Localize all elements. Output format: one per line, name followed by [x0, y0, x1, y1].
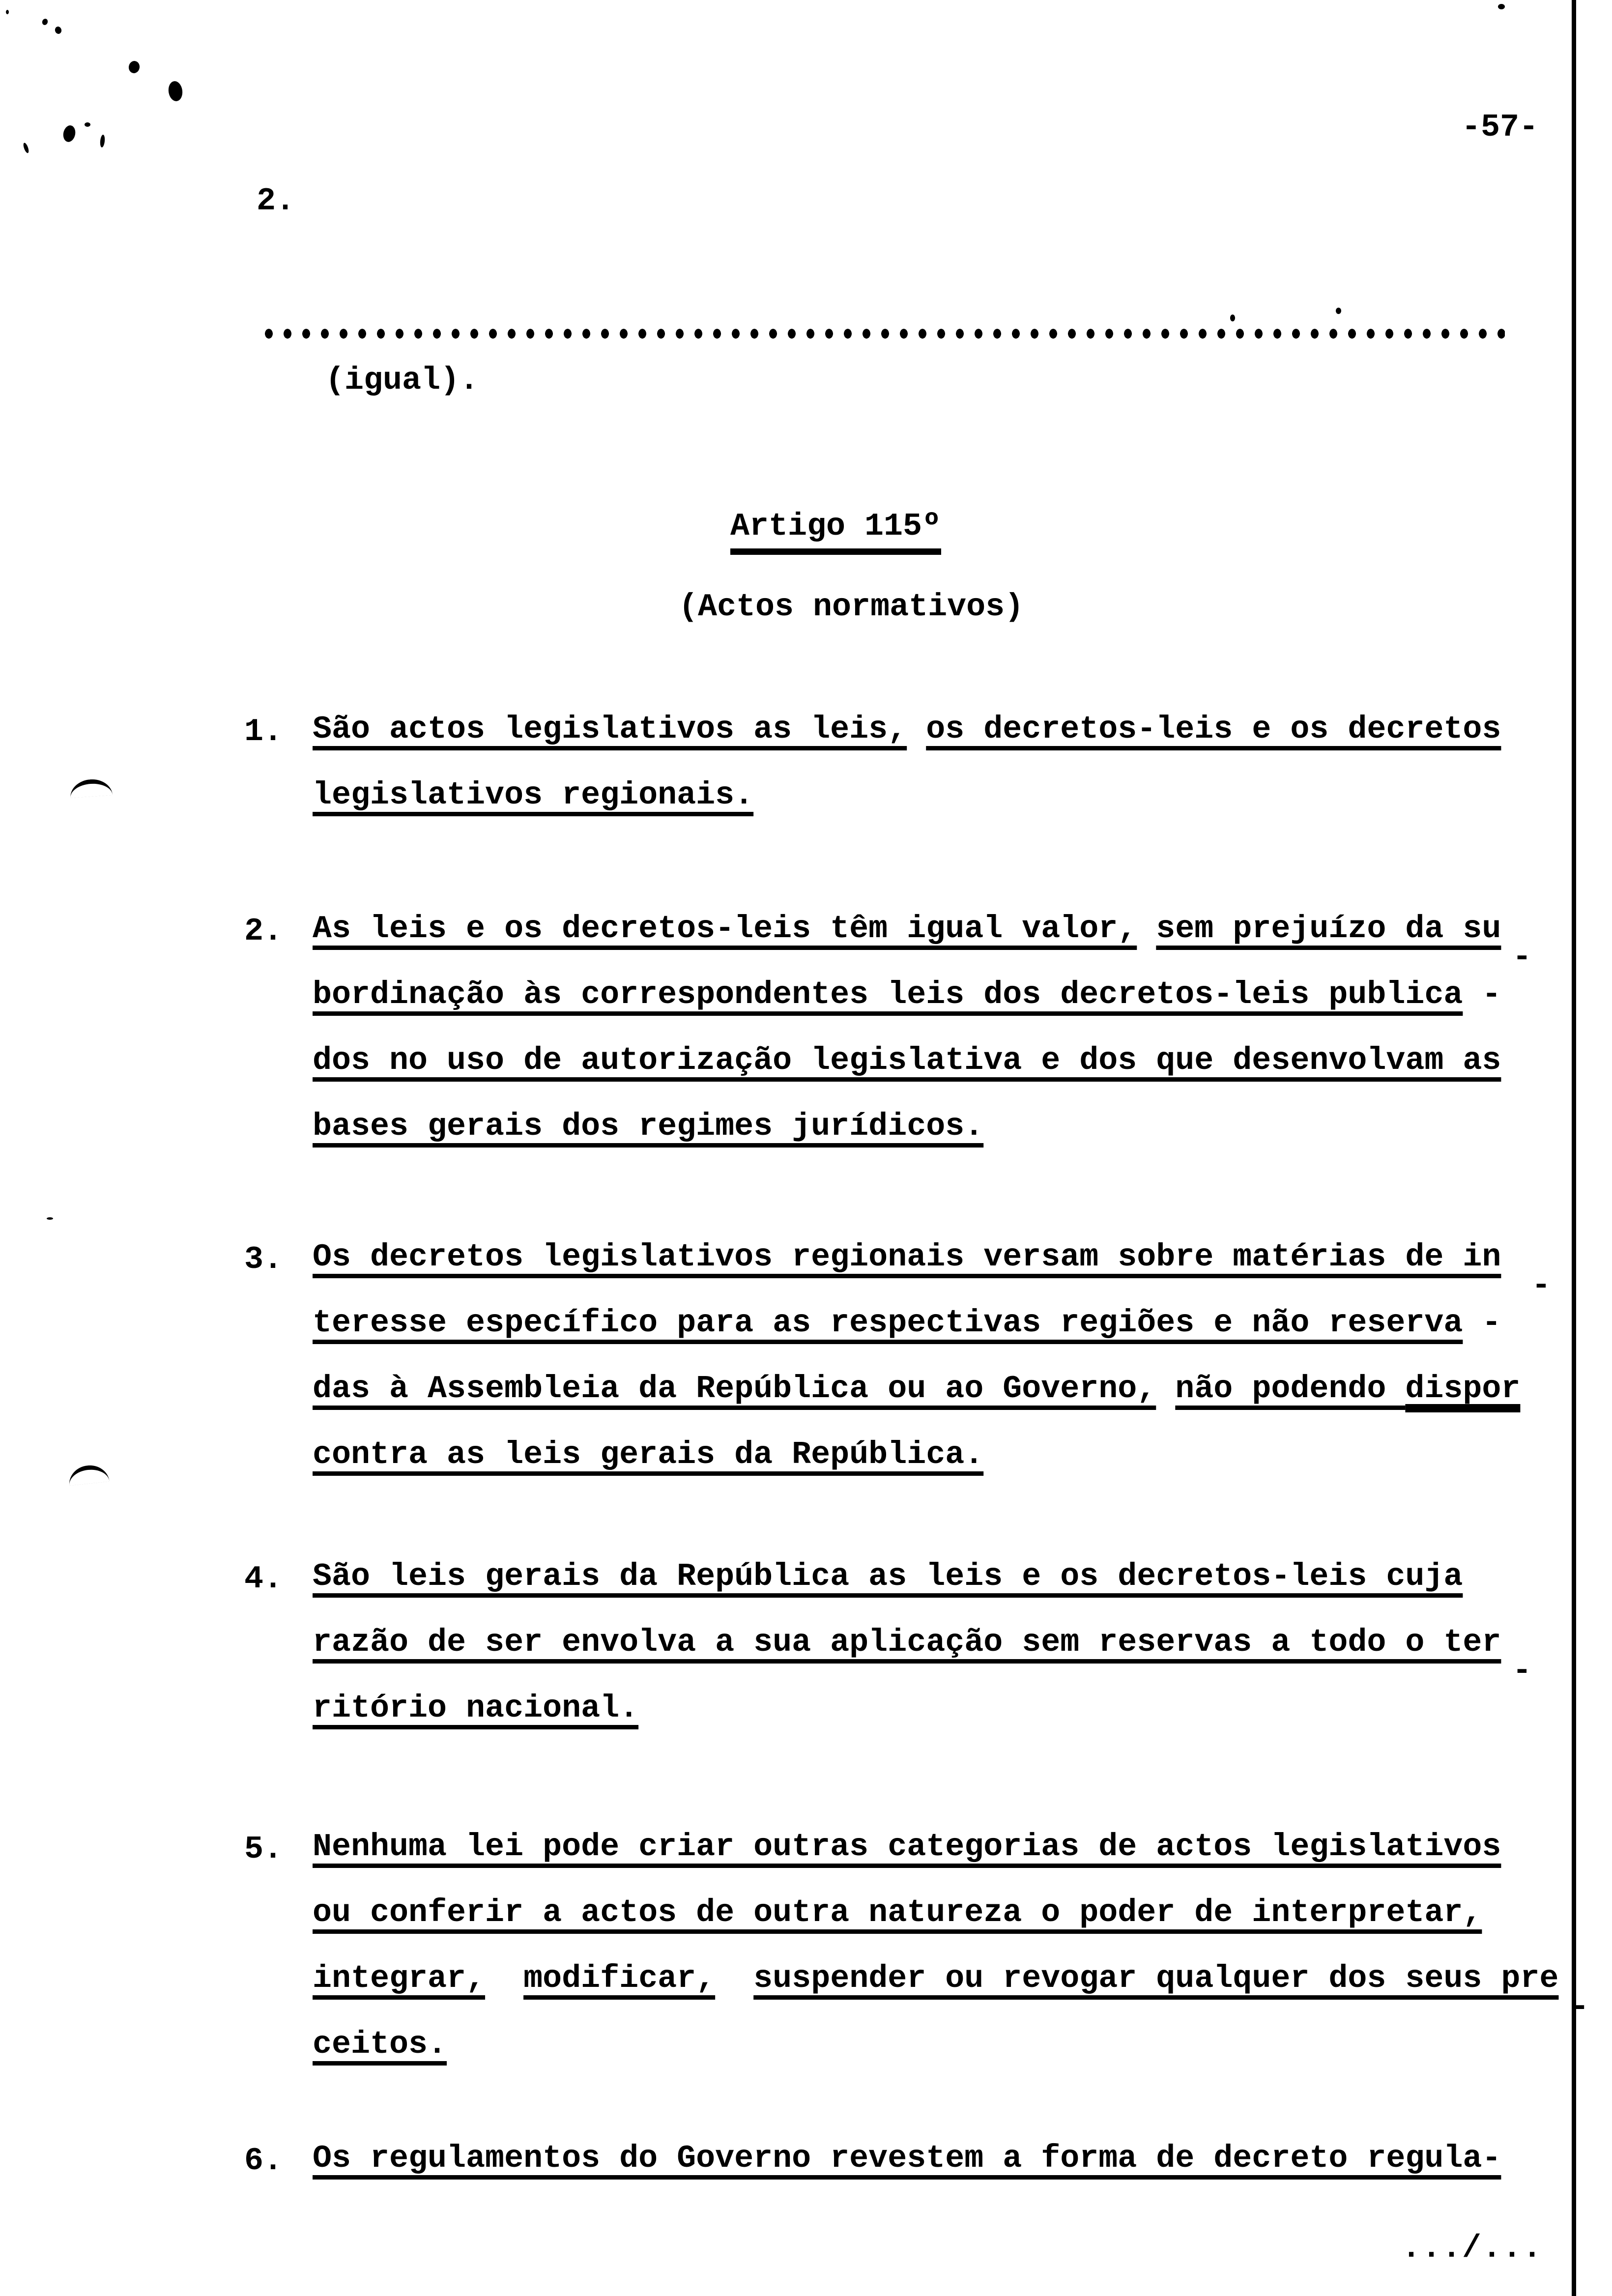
article-item-3: [244, 1239, 1551, 1505]
text-line: [313, 779, 1501, 845]
item-number: 2.: [244, 913, 283, 949]
intro-item-text: (igual).: [325, 362, 479, 399]
underlined-text: As leis e os decretos-leis têm igual valor,: [313, 911, 1137, 947]
item-number: 6.: [244, 2143, 283, 2179]
text-line: [313, 1624, 1532, 1693]
text-line: [313, 1831, 1558, 1897]
underlined-text: bases gerais dos regimes jurídicos.: [313, 1108, 984, 1145]
intro-item: [257, 183, 479, 576]
article-item-4: [244, 1558, 1532, 1758]
text-line: [313, 1307, 1520, 1373]
text-line: [313, 1960, 1589, 2029]
underlined-text: São actos legislativos as leis,: [313, 711, 907, 747]
underlined-text: dos no uso de autorização legislativa e dos que desenvolvam as: [313, 1042, 1501, 1079]
ink-blob: [85, 122, 90, 127]
text-line: [313, 1042, 1501, 1111]
article-item-6: [244, 2140, 1501, 2209]
text: [1137, 911, 1156, 947]
underlined-text: ou conferir a actos de outra natureza o poder de interpretar,: [313, 1894, 1482, 1931]
margin-arc-mark: [69, 778, 113, 798]
text: -: [1463, 1305, 1501, 1341]
underlined-text: das à Assembleia da República ou ao Governo,: [313, 1371, 1156, 1407]
item-number: 5.: [244, 1831, 283, 1867]
underlined-text: legislativos regionais.: [313, 777, 754, 813]
underlined-text: Os regulamentos do Governo revestem a forma de decreto regula-: [313, 2140, 1501, 2177]
underlined-text: dispor: [1405, 1371, 1521, 1407]
ink-blob: [62, 124, 77, 143]
underlined-text: sem prejuízo da su: [1156, 911, 1501, 947]
ink-speck: [6, 10, 9, 14]
ink-blob: [22, 142, 29, 153]
scan-edge-bar: [1572, 0, 1576, 2296]
text: [715, 1960, 753, 1997]
text-line: [313, 1373, 1520, 1439]
text-line: [313, 1558, 1501, 1627]
intro-item-number: 2.: [257, 183, 295, 219]
underlined-text: razão de ser envolva a sua aplicação sem reservas a todo o ter: [313, 1624, 1501, 1661]
underlined-text: ceitos.: [313, 2026, 447, 2063]
underlined-text: modificar,: [523, 1960, 716, 1997]
margin-arc-mark: [67, 1464, 109, 1486]
page-number: -57-: [1462, 109, 1539, 145]
underlined-text: São leis gerais da República as leis e os decretos-leis cuja: [313, 1558, 1463, 1595]
ink-speck: [47, 1217, 53, 1220]
underlined-text: teresse específico para as respectivas regiões e não reserva: [313, 1305, 1463, 1341]
continuation-mark: .../...: [1402, 2230, 1543, 2267]
hyphen-continuation-mark: -: [1512, 1653, 1532, 1689]
article-item-1: [244, 711, 1501, 845]
item-number: 1.: [244, 714, 283, 750]
text-line: [313, 1894, 1558, 1963]
hyphen-continuation-mark: -: [1570, 1989, 1589, 2025]
hyphen-continuation-mark: -: [1512, 939, 1532, 976]
underlined-text: não podendo: [1175, 1371, 1406, 1407]
underlined-text: integrar,: [313, 1960, 486, 1997]
text-line: [325, 362, 479, 430]
stray-dot: [1230, 315, 1235, 321]
ink-speck: [1498, 4, 1505, 9]
ink-blob: [100, 135, 106, 148]
underlined-text: contra as leis gerais da República.: [313, 1436, 984, 1473]
text: [485, 1960, 523, 1997]
hyphen-continuation-mark: -: [1531, 1267, 1551, 1304]
underlined-text: ritório nacional.: [313, 1690, 639, 1726]
article-subtitle: (Actos normativos): [679, 589, 1024, 625]
underlined-text: Nenhuma lei pode criar outras categorias de actos legislativos: [313, 1829, 1501, 1865]
text-line: [313, 911, 1532, 979]
text-line: [313, 1239, 1551, 1307]
article-heading: Artigo 115º: [730, 508, 941, 555]
ink-blob: [128, 60, 141, 74]
item-number: 4.: [244, 1561, 283, 1597]
text: [1156, 1371, 1175, 1407]
underlined-text: os decretos-leis e os decretos: [926, 711, 1501, 747]
dotted-separator: [259, 328, 1505, 339]
underlined-text: bordinação às correspondentes leis dos decretos-leis publica: [313, 976, 1463, 1013]
text-line: [313, 2140, 1501, 2209]
item-number: 3.: [244, 1241, 283, 1278]
text-line: [313, 1108, 1501, 1177]
underlined-text: Os decretos legislativos regionais versam sobre matérias de in: [313, 1239, 1501, 1275]
text: -: [1463, 976, 1501, 1013]
text-line: [313, 711, 1501, 779]
ink-blob: [167, 80, 183, 102]
text-line: [313, 1436, 1520, 1505]
ink-blob: [41, 18, 49, 26]
text-line: [313, 976, 1501, 1045]
article-item-2: [244, 911, 1532, 1177]
text: [907, 711, 926, 747]
article-item-5: [244, 1829, 1589, 2095]
text-line: [313, 2026, 1558, 2095]
ink-blob: [54, 26, 62, 35]
text-line: [313, 1690, 1501, 1758]
stray-dot: [1336, 308, 1341, 314]
underlined-text: suspender ou revogar qualquer dos seus pre: [753, 1960, 1559, 1997]
